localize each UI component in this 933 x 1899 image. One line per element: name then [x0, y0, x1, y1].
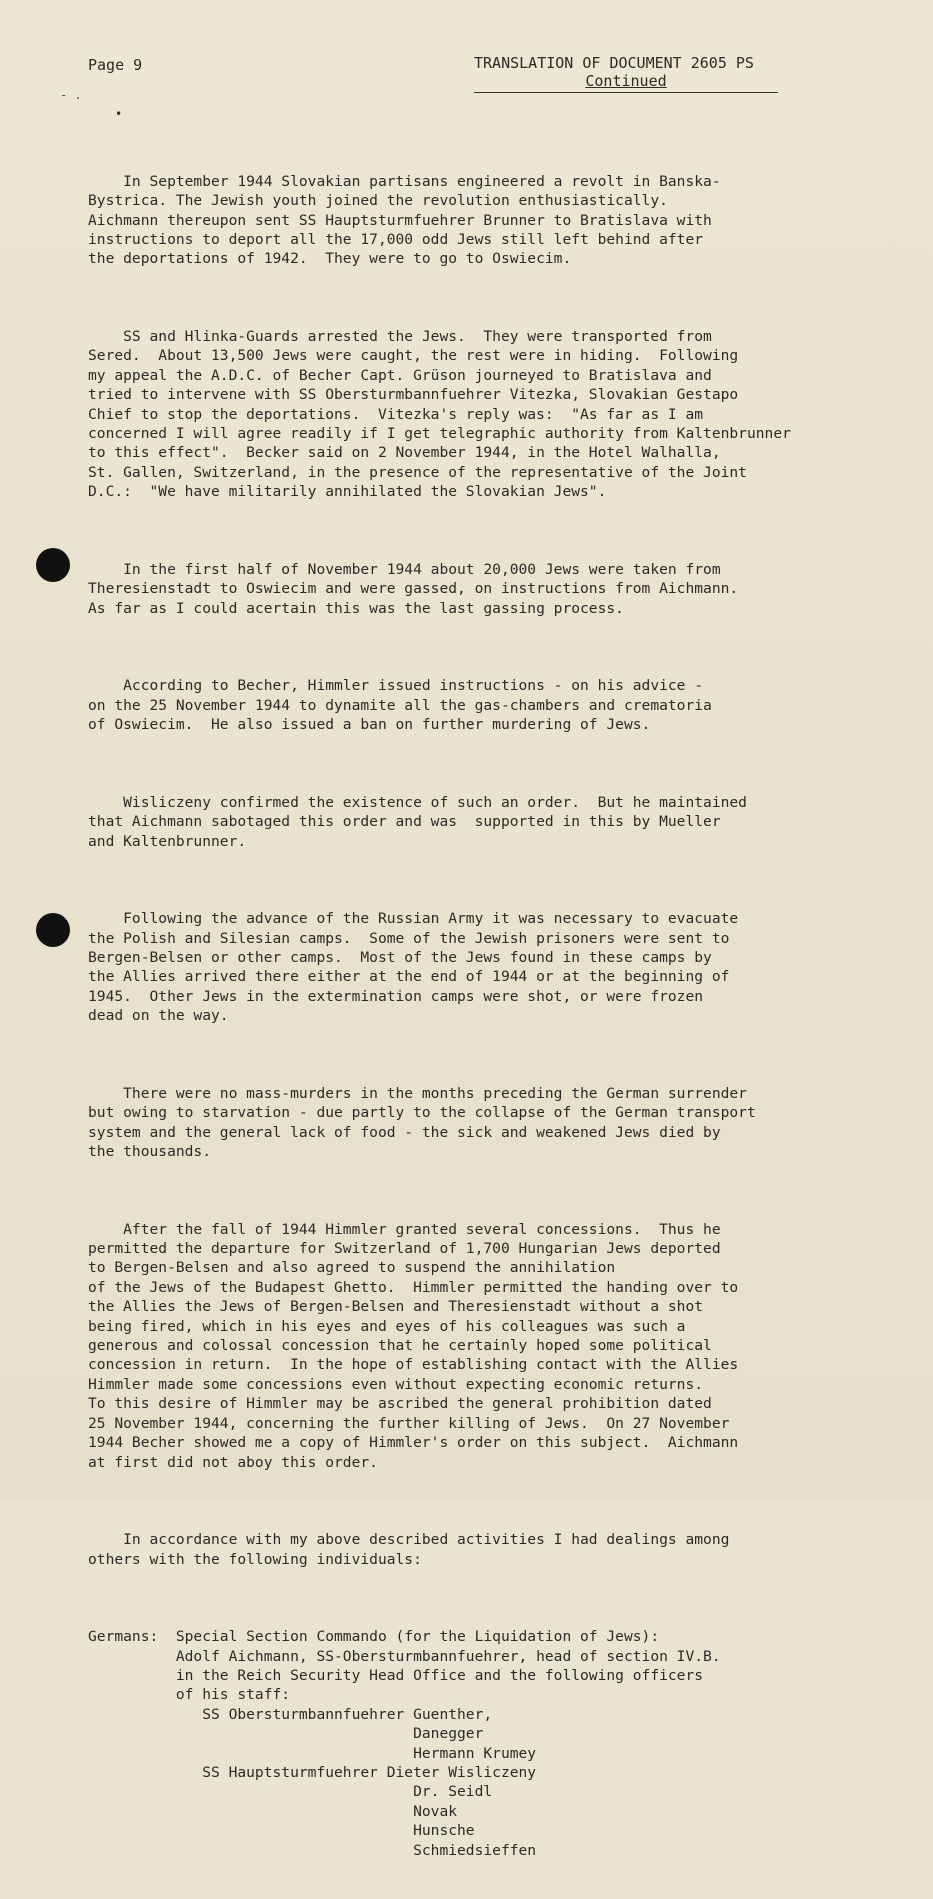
document-title: TRANSLATION OF DOCUMENT 2605 PS — [474, 54, 754, 72]
paragraph: Wisliczeny confirmed the existence of such an order. But he maintained that Aichmann sabotaged this order and was supported in this by Mueller and Kaltenbrunner. — [88, 793, 747, 850]
paragraph: In September 1944 Slovakian partisans engineered a revolt in Banska- Bystrica. The Jewish youth joined the revolution enthusiastically. Aichmann thereupon sent SS Hauptsturmfuehrer Brunner to Bratislava with instructions to deport all the 17,000 odd Jews still left behind after the deportations of 1942. They were to go to Oswiecim. — [88, 172, 721, 268]
individuals-list: Germans: Special Section Commando (for the Liquidation of Jews): Adolf Aichmann, SS-Obersturmbannfuehrer, head of section IV.B. in the Reich Security Head Office and the following officers of his staff: SS Obersturmbannfuehrer Guenther, Danegger Hermann Krumey SS Hauptsturmfuehrer Dieter Wisliczeny Dr. Seidl Novak Hunsche Schmiedsieffen — [88, 1628, 721, 1859]
paragraph: SS and Hlinka-Guards arrested the Jews. They were transported from Sered. About 13,500 Jews were caught, the rest were in hiding. Following my appeal the A.D.C. of Becher Capt. Grüson journeyed to Bratislava and tried to intervene with SS Obersturmbannfuehrer Vitezka, Slovakian Gestapo Chief to stop the deportations. Vitezka's reply was: "As far as I am concerned I will agree readily if I get telegraphic authority from Kaltenbrunner to this effect". Becker said on 2 November 1944, in the Hotel Walhalla, St. Gallen, Switzerland, in the presence of the representative of the Joint D.C.: "We have militarily annihilated the Slovakian Jews". — [88, 328, 791, 501]
punch-hole-icon — [36, 548, 70, 582]
document-body — [88, 133, 868, 1899]
paragraph: In accordance with my above described activities I had dealings among others with the following individuals: — [88, 1531, 730, 1568]
document-title-block — [474, 54, 778, 90]
header-underline — [474, 92, 778, 93]
paragraph: After the fall of 1944 Himmler granted several concessions. Thus he permitted the departure for Switzerland of 1,700 Hungarian Jews deported to Bergen-Belsen and also agreed to suspend the annihilation of the Jews of the Budapest Ghetto. Himmler permitted the handing over to the Allies the Jews of Bergen-Belsen and Theresienstadt without a shot being fired, which in his eyes and eyes of his colleagues was such a generous and colossal concession that he certainly hoped some political concession in return. In the hope of establishing contact with the Allies Himmler made some concessions even without expecting economic returns. To this desire of Himmler may be ascribed the general prohibition dated 25 November 1944, concerning the further killing of Jews. On 27 November 1944 Becher showed me a copy of Himmler's order on this subject. Aichmann at first did not aboy this order. — [88, 1220, 739, 1471]
continued-label: Continued — [585, 72, 667, 90]
margin-mark: - . — [60, 88, 82, 102]
bullet-mark-icon: • — [115, 107, 123, 121]
paragraph: In the first half of November 1944 about 20,000 Jews were taken from Theresienstadt to Oswiecim and were gassed, on instructions from Aichmann. As far as I could acertain this was the last gassing process. — [88, 560, 739, 617]
punch-hole-icon — [36, 913, 70, 947]
paragraph: According to Becher, Himmler issued instructions - on his advice - on the 25 November 1944 to dynamite all the gas-chambers and crematoria of Oswiecim. He also issued a ban on further murdering of Jews. — [88, 677, 712, 734]
paragraph: Following the advance of the Russian Army it was necessary to evacuate the Polish and Silesian camps. Some of the Jewish prisoners were sent to Bergen-Belsen or other camps. Most of the Jews found in these camps by the Allies arrived there either at the end of 1944 or at the beginning of 1945. Other Jews in the extermination camps were shot, or were frozen dead on the way. — [88, 910, 739, 1025]
paragraph: There were no mass-murders in the months preceding the German surrender but owing to starvation - due partly to the collapse of the German transport system and the general lack of food - the sick and weakened Jews died by the thousands. — [88, 1084, 756, 1161]
page-number: Page 9 — [88, 56, 143, 74]
